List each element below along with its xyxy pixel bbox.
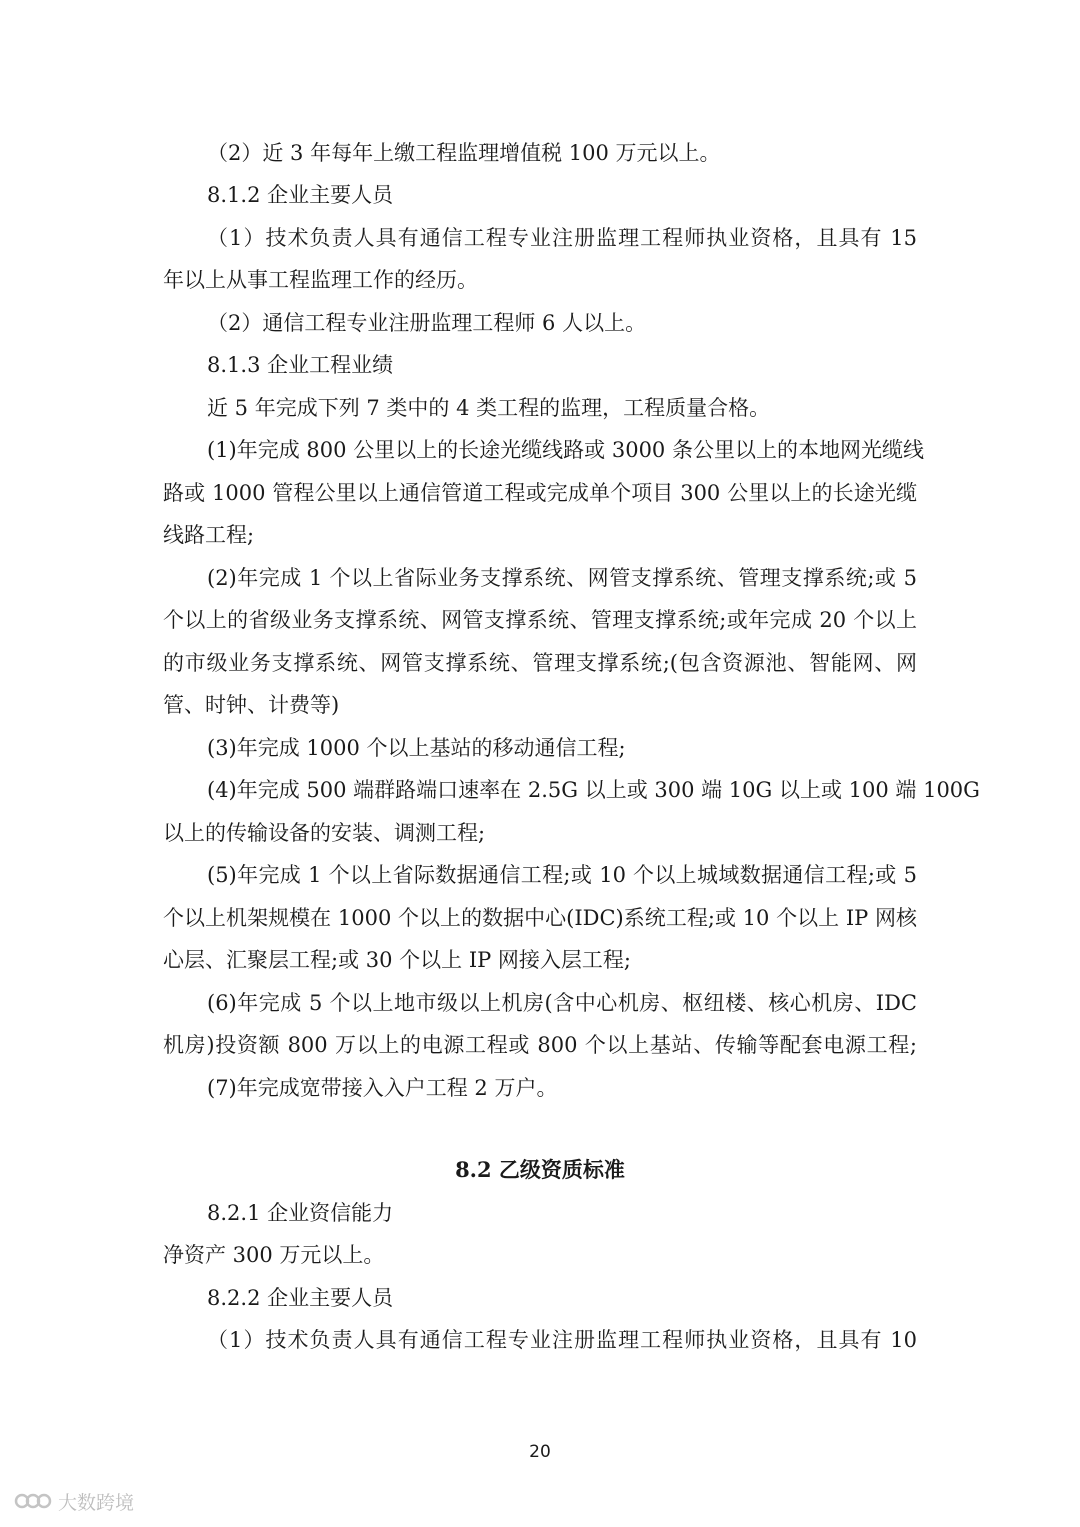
paragraph-line: 年以上从事工程监理工作的经历。 xyxy=(163,268,478,292)
brand-logo-icon xyxy=(14,1490,52,1512)
paragraph-line: 的市级业务支撑系统、网管支撑系统、管理支撑系统;(包含资源池、智能网、网 xyxy=(163,651,917,675)
paragraph-line: 个以上机架规模在 1000 个以上的数据中心(IDC)系统工程;或 10 个以上 IP 网核 xyxy=(163,906,917,930)
paragraph-line: （2）通信工程专业注册监理工程师 6 人以上。 xyxy=(207,311,647,335)
paragraph-line: 个以上的省级业务支撑系统、网管支撑系统、管理支撑系统;或年完成 20 个以上 xyxy=(163,608,917,632)
paragraph-line: (1)年完成 800 公里以上的长途光缆线路或 3000 条公里以上的本地网光缆线 xyxy=(207,438,924,462)
paragraph-line: (4)年完成 500 端群路端口速率在 2.5G 以上或 300 端 10G 以上或 100 端 100G xyxy=(207,778,980,802)
paragraph-line: 近 5 年完成下列 7 类中的 4 类工程的监理，工程质量合格。 xyxy=(207,396,771,420)
paragraph-line: （1）技术负责人具有通信工程专业注册监理工程师执业资格，且具有 15 xyxy=(207,226,917,250)
paragraph-line: 线路工程; xyxy=(163,523,255,547)
paragraph-line: （2）近 3 年每年上缴工程监理增值税 100 万元以上。 xyxy=(207,141,721,165)
paragraph-line: 净资产 300 万元以上。 xyxy=(163,1243,385,1267)
paragraph-line: (5)年完成 1 个以上省际数据通信工程;或 10 个以上城域数据通信工程;或 5 xyxy=(207,863,917,887)
paragraph-line: 管、时钟、计费等) xyxy=(163,693,340,717)
page-number: 20 xyxy=(529,1442,551,1462)
paragraph-line: 以上的传输设备的安装、调测工程; xyxy=(163,821,486,845)
paragraph-line: （1）技术负责人具有通信工程专业注册监理工程师执业资格，且具有 10 xyxy=(207,1328,917,1352)
paragraph-line: 机房)投资额 800 万以上的电源工程或 800 个以上基站、传输等配套电源工程; xyxy=(163,1033,917,1057)
paragraph-line: (7)年完成宽带接入入户工程 2 万户。 xyxy=(207,1076,558,1100)
paragraph-line: 路或 1000 管程公里以上通信管道工程或完成单个项目 300 公里以上的长途光缆 xyxy=(163,481,917,505)
section-heading-8-2-1: 8.2.1 企业资信能力 xyxy=(207,1201,394,1225)
watermark xyxy=(14,1488,134,1514)
section-heading-8-1-2: 8.1.2 企业主要人员 xyxy=(207,183,394,207)
section-heading-8-2-2: 8.2.2 企业主要人员 xyxy=(207,1286,394,1310)
watermark-text: 大数跨境 xyxy=(58,1491,135,1514)
paragraph-line: (3)年完成 1000 个以上基站的移动通信工程; xyxy=(207,736,626,760)
paragraph-line: (6)年完成 5 个以上地市级以上机房(含中心机房、枢纽楼、核心机房、IDC xyxy=(207,991,917,1015)
section-title-8-2: 8.2 乙级资质标准 xyxy=(455,1157,625,1182)
section-heading-8-1-3: 8.1.3 企业工程业绩 xyxy=(207,353,394,377)
paragraph-line: (2)年完成 1 个以上省际业务支撑系统、网管支撑系统、管理支撑系统;或 5 xyxy=(207,566,917,590)
paragraph-line: 心层、汇聚层工程;或 30 个以上 IP 网接入层工程; xyxy=(163,948,631,972)
